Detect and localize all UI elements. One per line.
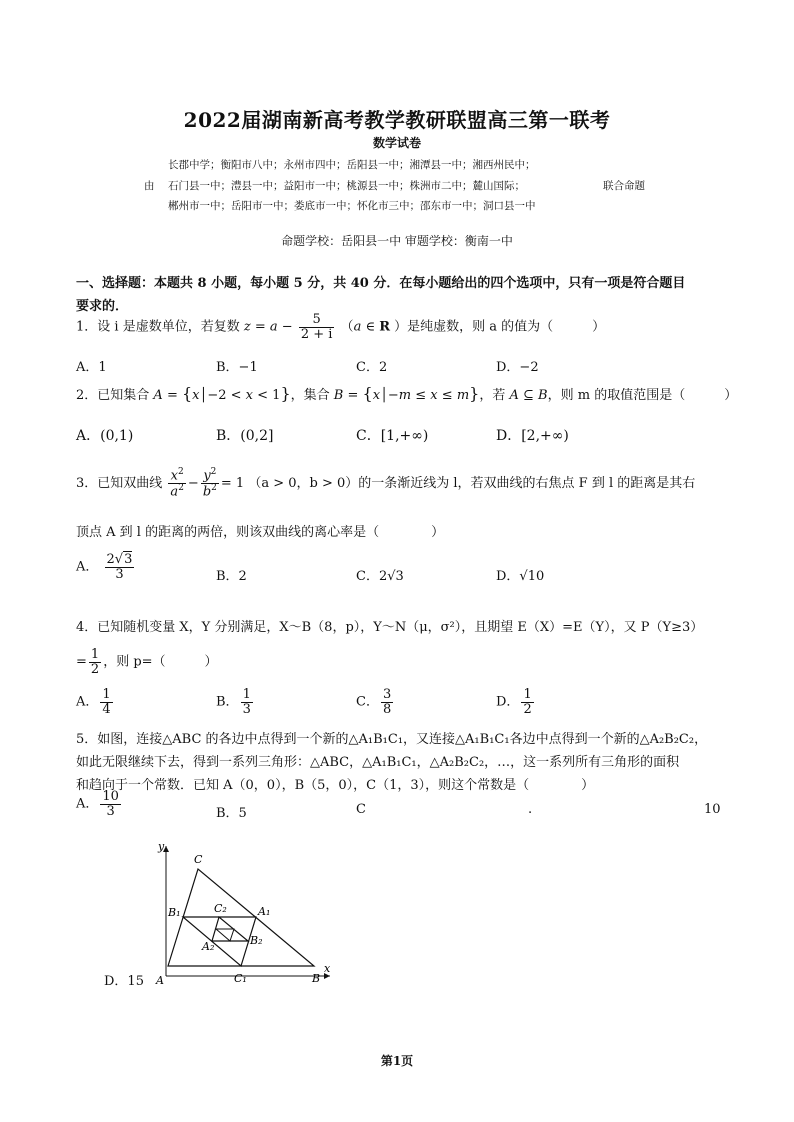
q3-option-d: D．√10 [496, 569, 545, 584]
q3-option-b: B．2 [216, 569, 247, 584]
label-a1: A₁ [258, 905, 271, 918]
q1-mid: （ [340, 319, 354, 335]
q5-line-3: 和趋向于一个常数．已知 A（0，0），B（5，0），C（1，3），则这个常数是（ ） [76, 778, 595, 793]
q4-line-2-tail: ，则 p=（ ） [103, 654, 218, 670]
label-a2: A₂ [202, 940, 215, 953]
q5-option-d: D．15 [104, 974, 144, 989]
schools-line-2: 石门县一中；澧县一中；益阳市一中；桃源县一中；株洲市二中；麓山国际； [168, 180, 525, 192]
q4-option-a-label: A． [76, 694, 99, 710]
label-a: A [156, 974, 164, 986]
section-heading-line-1: 一、选择题：本题共 8 小题，每小题 5 分，共 40 分．在每小题给出的四个选项中，只有一项是符合题目 [76, 276, 686, 291]
q3-tail: （a > 0，b > 0）的一条渐近线为 l，若双曲线的右焦点 F 到 l 的距离是其右 [248, 475, 696, 491]
q3-option-a: A． $\frac{2√3}{3}$ [76, 552, 133, 582]
q3-lead: 3．已知双曲线 [76, 475, 163, 491]
q1-option-b: B．−1 [216, 360, 258, 375]
q5-option-a: A． $\frac{10}{3}$ [76, 789, 119, 819]
q5-line-2: 如此无限继续下去，得到一系列三角形：△ABC，△A₁B₁C₁，△A₂B₂C₂，…，这一系列所有三角形的面积 [76, 755, 680, 770]
q4-option-b: B． $\frac{1}{3}$ [216, 687, 251, 717]
q4-line-2: = $\frac{1}{2}$ ，则 p=（ ） [76, 647, 218, 677]
label-c: C [194, 853, 203, 866]
label-c2: C₂ [214, 902, 227, 915]
q5-line-1: 5．如图，连接△ABC 的各边中点得到一个新的△A₁B₁C₁，又连接△A₁B₁C₁各边中点得到一个新的△A₂B₂C₂， [76, 732, 708, 747]
q2-tail: ，则 m 的取值范围是（ ） [547, 388, 738, 403]
triangle-figure [140, 836, 340, 986]
question-2: 2．已知集合 A = {x│−2 < x < 1}，集合 B = {x│−m ≤ x ≤ m}，若 A ⊆ B，则 m 的取值范围是（ ） [76, 384, 738, 403]
q1-option-d: D．−2 [496, 360, 539, 375]
exam-title: 2022届湖南新高考教学教研联盟高三第一联考 [183, 108, 611, 132]
q3-option-a-label: A． [76, 559, 99, 575]
q5-option-dot: . [528, 802, 533, 817]
q1-tail: ）是纯虚数，则 a 的值为（ ） [394, 319, 606, 335]
q2-option-b: B．(0,2] [216, 428, 274, 444]
you-label: 由 [144, 180, 155, 192]
schools-line-1: 长郡中学；衡阳市八中；永州市四中；岳阳县一中；湘潭县一中；湘西州民中； [168, 159, 536, 171]
q4-option-b-label: B． [216, 694, 239, 710]
page-number: 第1页 [380, 1054, 414, 1068]
q3-line-2: 顶点 A 到 l 的距离的两倍，则该双曲线的离心率是（ ） [76, 525, 445, 540]
proposer-schools: 命题学校：岳阳县一中 审题学校：衡南一中 [281, 234, 513, 248]
label-b2: B₂ [250, 934, 263, 947]
q2-option-a: A．(0,1) [76, 428, 134, 444]
section-heading-line-2: 要求的． [76, 299, 129, 314]
q2-mid-2: ，若 [479, 388, 506, 403]
q1-option-c: C．2 [356, 360, 388, 375]
q4-option-c: C． $\frac{3}{8}$ [356, 687, 392, 717]
label-b1: B₁ [168, 906, 181, 919]
label-y: y [158, 840, 165, 853]
q5-option-ten: 10 [704, 802, 721, 817]
q4-option-a: A． $\frac{1}{4}$ [76, 687, 111, 717]
triangle-a3b3c3 [216, 929, 234, 941]
q2-option-d: D．[2,+∞) [496, 428, 569, 444]
q1-fraction: $\frac{5}{2 + i}$ [300, 312, 333, 342]
q5-option-c: C [356, 802, 366, 817]
q2-option-c: C．[1,+∞) [356, 428, 429, 444]
q4-option-c-label: C． [356, 694, 379, 710]
question-3: 3．已知双曲线 $\frac{x^2}{a^2}$ − $\frac{y^2}{b^2}$ = 1 （a > 0，b > 0）的一条渐近线为 l，若双曲线的右焦点 F 到 l 的距离是其右 [76, 467, 696, 500]
q2-mid-1: ，集合 [290, 388, 330, 403]
q2-lead: 2．已知集合 [76, 388, 150, 403]
schools-line-3: 郴州市一中；岳阳市一中；娄底市一中；怀化市三中；邵东市一中；洞口县一中 [168, 200, 536, 212]
q1-lead: 1．设 i 是虚数单位，若复数 [76, 319, 240, 335]
label-b: B [312, 972, 321, 985]
label-c1: C₁ [234, 972, 247, 985]
q5-option-b: B．5 [216, 806, 247, 821]
q4-line-1: 4．已知随机变量 X，Y 分别满足，X～B（8，p），Y～N（μ，σ²），且期望 E（X）=E（Y），又 P（Y≥3） [76, 620, 704, 635]
question-1: 1．设 i 是虚数单位，若复数 z = a − $\frac{5}{2 + i}$ （a ∈ R ）是纯虚数，则 a 的值为（ ） [76, 312, 606, 342]
exam-subtitle: 数学试卷 [372, 136, 421, 150]
joint-label: 联合命题 [603, 180, 645, 192]
q1-option-a: A．1 [76, 360, 107, 375]
q4-option-d-label: D． [496, 694, 520, 710]
q5-option-a-label: A． [76, 796, 99, 812]
q3-option-c: C．2√3 [356, 569, 404, 584]
q4-option-d: D． $\frac{1}{2}$ [496, 687, 532, 717]
label-x: x [324, 962, 331, 975]
